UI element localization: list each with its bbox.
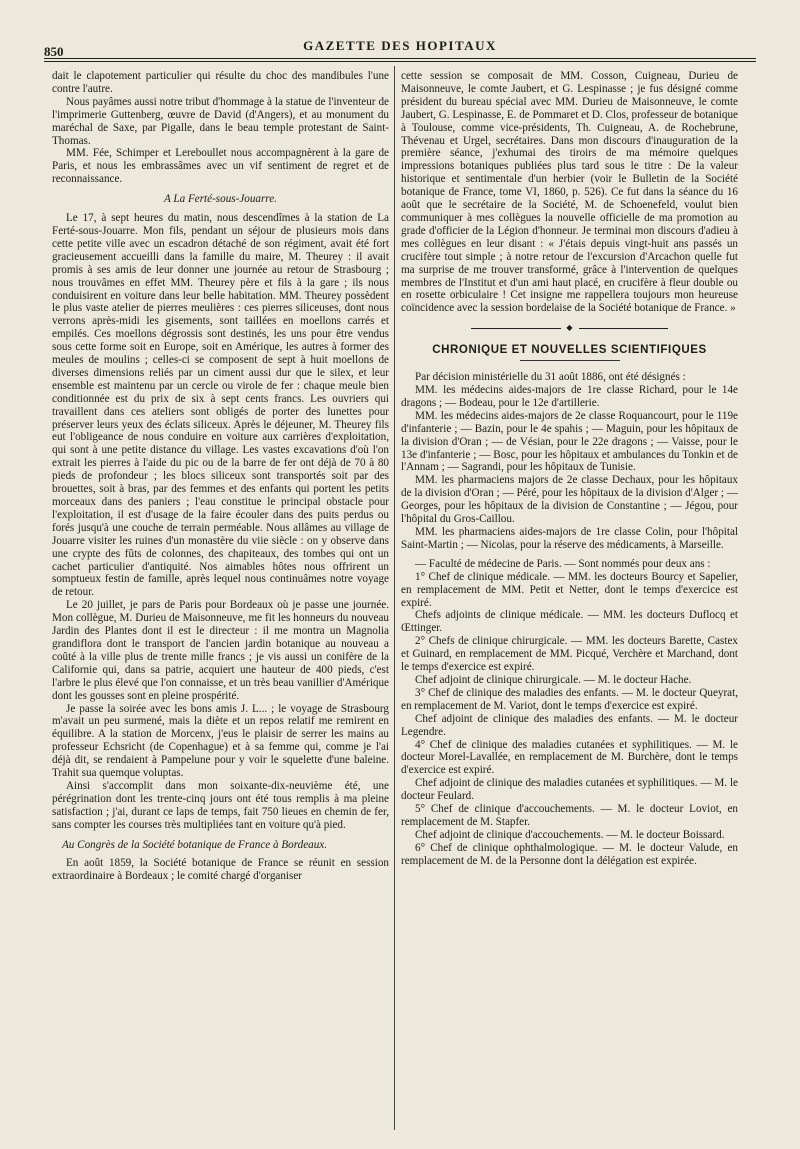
paragraph: Je passe la soirée avec les bons amis J. L... ; le voyage de Strasbourg m'avait un peu surmené, mais la diète et un repos relatif me remirent en équilibre. A la station de Morcenx, j'eus le plaisir de serrer les mains au professeur Echsricht (de Copenhague) et à sa femme qui, comme je l'ai déjà dit, se rendaient à Pampelune pour y voir le squelette d'une baleine. Trahit sua quemque voluptas. (52, 702, 389, 780)
paragraph: 2° Chefs de clinique chirurgicale. — MM. les docteurs Barette, Castex et Guinard, en remplacement de MM. Picqué, Verchère et Marchand, dont le temps d'exercice est expiré. (401, 635, 738, 674)
section-title (401, 344, 738, 361)
paragraph: En août 1859, la Société botanique de France se réunit en session extraordinaire à Bordeaux ; le comité chargé d'organiser (52, 857, 389, 883)
paragraph: 6° Chef de clinique ophthalmologique. — M. le docteur Valude, en remplacement de M. de la Personne dont la délégation est expirée. (401, 841, 738, 867)
running-title: GAZETTE DES HOPITAUX (303, 38, 497, 53)
paragraph: MM. Fée, Schimper et Lereboullet nous accompagnèrent à la gare de Paris, et nous les embrassâmes avec un vif sentiment de regret et de reconnaissance. (52, 147, 389, 186)
paragraph: dait le clapotement particulier qui résulte du choc des mandibules l'une contre l'autre. (52, 70, 389, 95)
separator-ornament: ◆ (561, 324, 579, 332)
paragraph: Chefs adjoints de clinique médicale. — MM. les docteurs Duflocq et Œttinger. (401, 609, 738, 635)
paragraph: MM. les pharmaciens majors de 2e classe Dechaux, pour les hôpitaux de la division d'Oran ; — Péré, pour les hôpitaux de la division d'Alger ; — Georges, pour les hôpitaux de la division de Constantine ; — Jégou, pour l'hôpital du Gros-Caillou. (401, 474, 738, 526)
paragraph: 1° Chef de clinique médicale. — MM. les docteurs Bourcy et Sapelier, en remplacement de MM. Petit et Netter, dont le temps d'exercice est expiré. (401, 570, 738, 609)
page-number: 850 (44, 44, 64, 59)
header-rule (44, 58, 756, 62)
paragraph: Le 20 juillet, je pars de Paris pour Bordeaux où je passe une journée. Mon collègue, M. Durieu de Maisonneuve, me fit les honneurs du nouveau Jardin des Plantes dont il est le directeur : il me montra un Magnolia grandiflora dont le transport de l'ancien jardin botanique au nouveau a coûté à la ville plus de trente mille francs ; je vis aussi un conifère de la Californie qui, dans sa patrie, acquiert une hauteur de 400 pieds, c'est l'arbre le plus élevé que l'on connaisse, et un très beau vanillier d'Amérique dont les gousses sont en pleine prospérité. (52, 599, 389, 702)
paragraph: Chef adjoint de clinique des maladies des enfants. — M. le docteur Legendre. (401, 712, 738, 738)
column-divider (394, 66, 395, 1130)
page-header (44, 36, 756, 58)
paragraph: Chef adjoint de clinique d'accouchements. — M. le docteur Boissard. (415, 828, 725, 841)
right-column (401, 70, 738, 868)
paragraph: Ainsi s'accomplit dans mon soixante-dix-neuvième été, une pérégrination dont les trente-cinq jours ont été tous remplis à ma pleine satisfaction ; j'ai, durant ce laps de temps, fait 750 lieues en chemin de fer, sans compter les courses très multipliées tant en voiture qu'à pied. (52, 779, 389, 831)
paragraph: 3° Chef de clinique des maladies des enfants. — M. le docteur Queyrat, en remplacement de M. Variot, dont le temps d'exercice est expiré. (401, 686, 738, 712)
section-title-rule (520, 360, 620, 361)
subheading-congres: Au Congrès de la Société botanique de France à Bordeaux. (62, 838, 328, 851)
paragraph: Le 17, à sept heures du matin, nous descendîmes à la station de La Ferté-sous-Jouarre. Mon fils, pendant un séjour de plusieurs mois dans cette petite ville avec un escadron détaché de son régiment, avait été fort gracieusement accueilli dans la famille du maire, M. Theurey : il avait promis à ses amis de leur donner une journée au retour de Strasbourg ; nous trouvâmes en effet MM. Theurey père et fils à la gare ; ils nous conduisirent en voiture dans leur belle habitation. MM. Theurey possèdent le plus vaste atelier de pierres meulières : ces pierres siliceuses, dont nous verrons après-midi les gisements, sont taillées en moellons carrés et empilés. Ces moellons dégrossis sont destinés, les uns pour être vendus sous cette forme soit en Europe, soit en Amérique, les autres à former des meules de moulins ; celles-ci se composent de sept à huit moellons de diverses dimensions reliés par un ciment aussi dur que le silex, et leur ensemble est maintenu par un cercle ou virole de fer : chaque meule bien conditionnée est du prix de six à sept cents francs. Les ouvriers qui travaillent dans ces ateliers sont obligés de porter des lunettes pour préserver leurs yeux des éclats siliceux. Après le déjeuner, M. Theurey fils eut l'obligeance de nous conduire en voiture aux carrières d'exploitation, qui sont à une petite distance du village. Les vastes excavations d'où l'on extrait les pierres à l'aide du pic ou de la barre de fer ont déjà de 70 à 80 pieds de profondeur ; les blocs siliceux sont transportés soit par des brouettes, soit à bras, par des femmes et des enfants qui portent les petits morceaux dans des paniers ; l'eau constitue le principal obstacle pour l'exploitation, il est d'usage de la faire écouler dans des puits perdus ou forés jusqu'à une couche de terrain perméable. Nous allâmes au village de Jouarre visiter les ruines d'un monastère du viie siècle : on y observe dans une crypte des fûts de colonnes, des chapiteaux, des tombes qui ont un cachet particulier d'antiquité. Nos aimables hôtes nous offrirent un somptueux festin de famille, après lequel nous continuâmes notre voyage de retour. (52, 212, 389, 599)
paragraph: Par décision ministérielle du 31 août 1886, ont été désignés : (415, 371, 686, 384)
paragraph: 4° Chef de clinique des maladies cutanées et syphilitiques. — M. le docteur Morel-Lavallée, en remplacement de M. Burchère, dont le temps d'exercice est expiré. (401, 738, 738, 777)
paragraph: 5° Chef de clinique d'accouchements. — M. le docteur Loviot, en remplacement de M. Stapfer. (401, 803, 738, 828)
paragraph: Chef adjoint de clinique chirurgicale. — M. le docteur Hache. (415, 673, 692, 686)
section-separator (401, 322, 738, 336)
paragraph: cette session se composait de MM. Cosson, Cuigneau, Durieu de Maisonneuve, le comte Jaubert, et G. Lespinasse ; je fus désigné comme président du bureau spécial avec MM. Durieu de Maisonneuve, le comte Jaubert, G. Lespinasse, E. de Pommaret et D. Clos, professeur de botanique à Toulouse, comme vice-présidents, Th. Cuigneau, A. de Rochebrune, Thévenau et Urgel, secrétaires. Dans mon discours d'inauguration de la première séance, j'exhumai des tiroirs de ma mémoire quelques impressions botaniques publiées plus tard sous le titre : De la valeur historique et sentimentale d'un herbier (voir le Bulletin de la Société botanique de France, tome VI, 1860, p. 526). Ce fut dans la séance du 16 août que le secrétaire de la Société, M. de Schoenefeld, voulut bien communiquer à mes collègues la nouvelle officielle de ma promotion au grade d'officier de la Légion d'honneur. Je terminai mon discours d'adieu à mes collègues en leur disant : « J'étais depuis vingt-huit ans passés un crucifère tout simple ; à notre retour de l'excursion d'Arcachon quelle fut ma surprise de me trouver transformé, grâce à l'intervention de quelques membres de l'Institut et d'un ami haut placé, en crucifère à fleur double ou en rosette orbiculaire ! Cet insigne me rappellera toujours mon heureuse coïncidence avec la session bordelaise de la Société botanique de France. » (401, 70, 738, 315)
left-column (52, 70, 389, 883)
paragraph: MM. les médecins aides-majors de 2e classe Roquancourt, pour le 119e d'infanterie ; — Bazin, pour le 4e spahis ; — Maguin, pour les hôpitaux de la division d'Oran ; — de Vésian, pour le 22e dragons ; — Vaisse, pour le 13e d'infanterie ; — Bosc, pour les hôpitaux et ambulances du Tonkin et de l'Annam ; — Sagrandi, pour les hôpitaux de Tunisie. (401, 409, 738, 474)
paragraph: Chef adjoint de clinique des maladies cutanées et syphilitiques. — M. le docteur Feulard. (401, 777, 738, 803)
section-title-text: CHRONIQUE ET NOUVELLES SCIENTIFIQUES (432, 344, 707, 357)
paragraph: Nous payâmes aussi notre tribut d'hommage à la statue de l'inventeur de l'imprimerie Guttenberg, œuvre de David (d'Angers), et au monument du maréchal de Saxe, par Pigalle, dans le beau temple protestant de Saint-Thomas. (52, 95, 389, 147)
paragraph: MM. les pharmaciens aides-majors de 1re classe Colin, pour l'hôpital Saint-Martin ; — Nicolas, pour la réserve des médicaments, à Marseille. (401, 526, 738, 551)
paragraph: — Faculté de médecine de Paris. — Sont nommés pour deux ans : (415, 557, 711, 570)
paragraph: MM. les médecins aides-majors de 1re classe Richard, pour le 14e dragons ; — Bodeau, pour le 12e d'artillerie. (401, 384, 738, 409)
subheading-ferte: A La Ferté-sous-Jouarre. (164, 193, 277, 206)
